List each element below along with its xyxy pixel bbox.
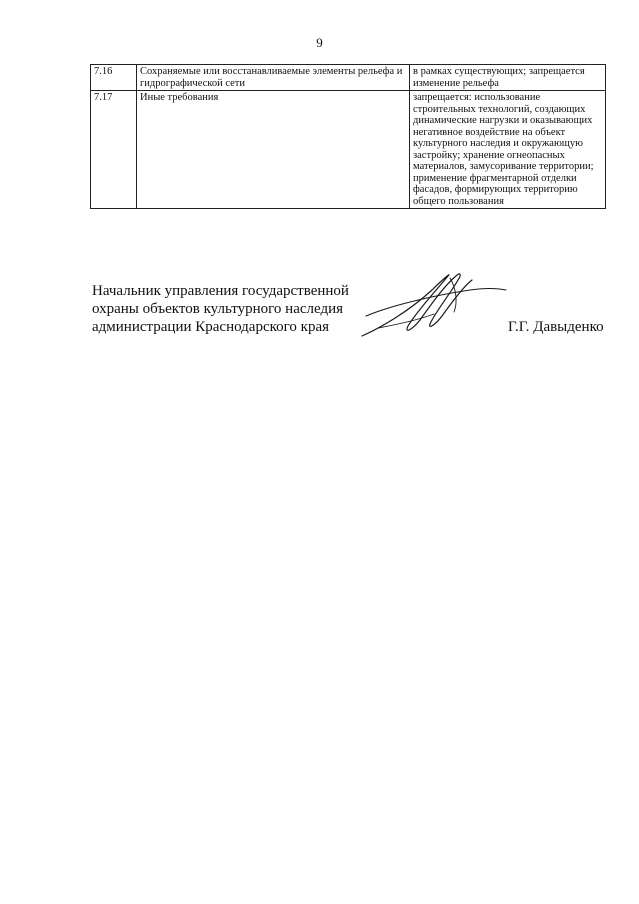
signatory-name: Г.Г. Давыденко [508,319,604,335]
handwritten-signature [360,268,510,343]
requirements-table [90,64,606,209]
signatory-title-line3: администрации Краснодарского края [92,319,330,335]
row-requirement: в рамках существующих; запрещается изменение рельефа [410,65,606,91]
signatory-title [92,282,349,336]
signatory-title-line2: охраны объектов культурного наследия [92,301,344,317]
row-number: 7.17 [91,91,137,209]
row-item: Иные требования [137,91,410,209]
table-row [91,91,606,209]
row-requirement: запрещается: использование строительных технологий, создающих динамические нагрузки и оказывающих негативное воздействие на объект культурного наследия и окружающую застройку; хранение огнеопасных материалов, замусоривание территории; применение фрагментарной отделки фасадов, формирующих территорию общего пользования [410,91,606,209]
table-row [91,65,606,91]
row-number: 7.16 [91,65,137,91]
page-number: 9 [316,35,323,50]
row-item: Сохраняемые или восстанавливаемые элементы рельефа и гидрографической сети [137,65,410,91]
signatory-title-line1: Начальник управления государственной [92,283,349,299]
